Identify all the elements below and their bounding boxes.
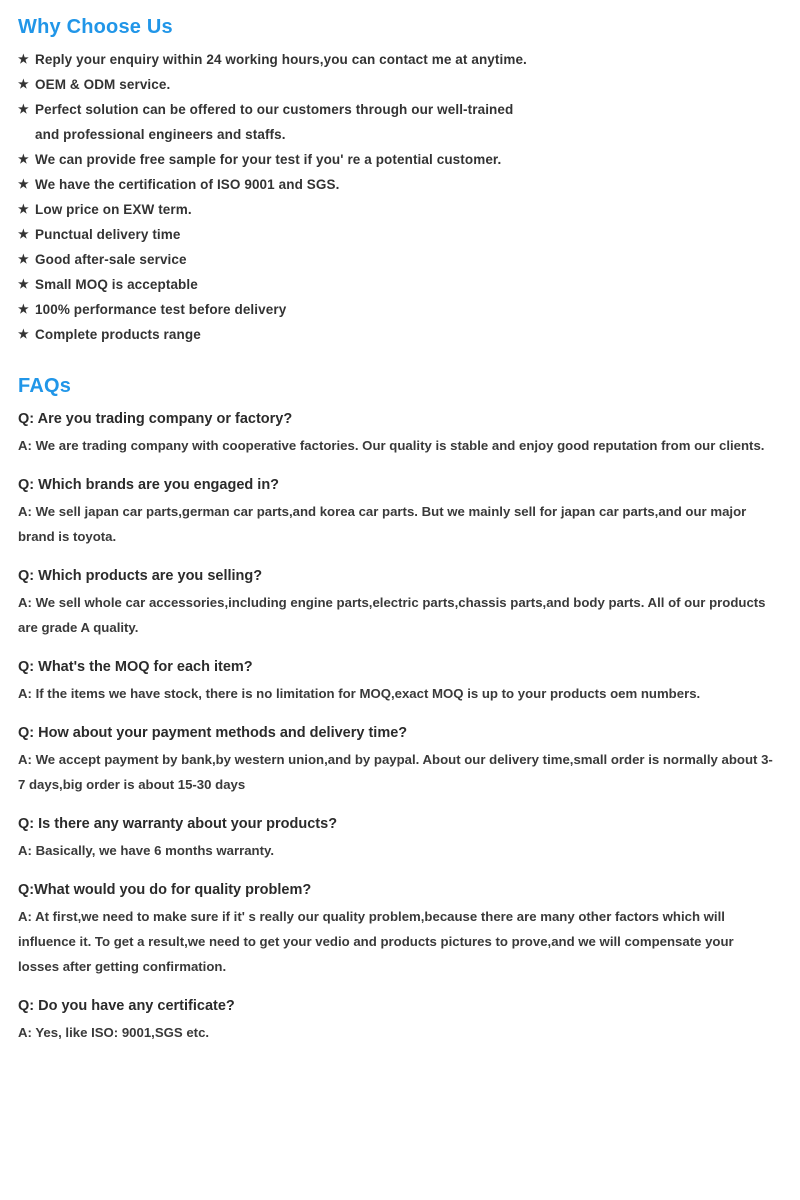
star-icon: ★ — [18, 202, 29, 216]
list-item-label — [35, 147, 778, 172]
faq-item — [18, 408, 778, 458]
star-icon: ★ — [18, 152, 29, 166]
list-item-label — [35, 322, 778, 347]
faq-list — [18, 408, 778, 1045]
faq-answer: A: We are trading company with cooperative factories. Our quality is stable and enjoy good reputation from our clients. — [18, 438, 765, 453]
list-item — [18, 272, 778, 297]
list-item-text: Punctual delivery time — [35, 227, 181, 242]
faq-item — [18, 813, 778, 863]
faq-answer: A: At first,we need to make sure if it' s really our quality problem,because there are many other factors which will influence it. To get a result,we need to get your vedio and products pictures to prove,and we will compensate your losses after getting confirmation. — [18, 909, 734, 974]
list-item — [18, 47, 778, 72]
star-icon: ★ — [18, 177, 29, 191]
star-icon: ★ — [18, 227, 29, 241]
faq-item — [18, 879, 778, 979]
list-item-text: Small MOQ is acceptable — [35, 277, 198, 292]
list-item-text: We can provide free sample for your test if you' re a potential customer. — [35, 152, 502, 167]
list-item-text: 100% performance test before delivery — [35, 302, 287, 317]
list-item — [18, 322, 778, 347]
faq-item — [18, 565, 778, 640]
why-choose-us-heading: Why Choose Us — [18, 16, 173, 38]
faq-question: Q: Which products are you selling? — [18, 568, 263, 584]
list-item-label — [35, 272, 778, 297]
faq-question: Q:What would you do for quality problem? — [18, 882, 312, 898]
faq-item — [18, 995, 778, 1045]
star-icon: ★ — [18, 277, 29, 291]
list-item-label — [35, 197, 778, 222]
list-item — [18, 147, 778, 172]
star-icon: ★ — [18, 52, 29, 66]
list-item-text: Perfect solution can be offered to our customers through our well-trained — [35, 102, 514, 117]
list-item — [18, 97, 778, 147]
faq-item — [18, 656, 778, 706]
star-icon: ★ — [18, 327, 29, 341]
star-icon: ★ — [18, 77, 29, 91]
list-item — [18, 172, 778, 197]
list-item — [18, 297, 778, 322]
faq-question: Q: What's the MOQ for each item? — [18, 659, 253, 675]
faq-answer: A: We sell whole car accessories,including engine parts,electric parts,chassis parts,and body parts. All of our products are grade A quality. — [18, 595, 766, 635]
list-item-text: We have the certification of ISO 9001 and SGS. — [35, 177, 340, 192]
faq-question: Q: Are you trading company or factory? — [18, 411, 293, 427]
faq-item — [18, 722, 778, 797]
list-item-label — [35, 97, 778, 147]
faq-question: Q: Which brands are you engaged in? — [18, 477, 280, 493]
list-item — [18, 222, 778, 247]
list-item-text: Low price on EXW term. — [35, 202, 192, 217]
list-item-text-continued: and professional engineers and staffs. — [35, 127, 286, 142]
faq-question: Q: Do you have any certificate? — [18, 998, 235, 1014]
list-item-label — [35, 172, 778, 197]
faq-question: Q: How about your payment methods and delivery time? — [18, 725, 408, 741]
star-icon: ★ — [18, 252, 29, 266]
list-item-text: Complete products range — [35, 327, 201, 342]
faq-answer: A: We accept payment by bank,by western union,and by paypal. About our delivery time,small order is normally about 3-7 days,big order is about 15-30 days — [18, 752, 773, 792]
why-choose-us-list — [18, 47, 778, 347]
faq-answer: A: Yes, like ISO: 9001,SGS etc. — [18, 1025, 210, 1040]
list-item-text: Good after-sale service — [35, 252, 187, 267]
list-item — [18, 72, 778, 97]
star-icon: ★ — [18, 302, 29, 316]
list-item-label — [35, 247, 778, 272]
faq-question: Q: Is there any warranty about your products? — [18, 816, 338, 832]
star-icon: ★ — [18, 102, 29, 116]
faq-item — [18, 474, 778, 549]
faq-answer: A: Basically, we have 6 months warranty. — [18, 843, 275, 858]
list-item-label — [35, 297, 778, 322]
faqs-heading: FAQs — [18, 375, 72, 397]
faq-answer: A: If the items we have stock, there is no limitation for MOQ,exact MOQ is up to your products oem numbers. — [18, 686, 701, 701]
list-item-text: Reply your enquiry within 24 working hours,you can contact me at anytime. — [35, 52, 527, 67]
list-item-text: OEM & ODM service. — [35, 77, 171, 92]
list-item — [18, 197, 778, 222]
list-item — [18, 247, 778, 272]
list-item-label — [35, 222, 778, 247]
list-item-label — [35, 47, 778, 72]
list-item-label — [35, 72, 778, 97]
faq-answer: A: We sell japan car parts,german car parts,and korea car parts. But we mainly sell for japan car parts,and our major brand is toyota. — [18, 504, 747, 544]
